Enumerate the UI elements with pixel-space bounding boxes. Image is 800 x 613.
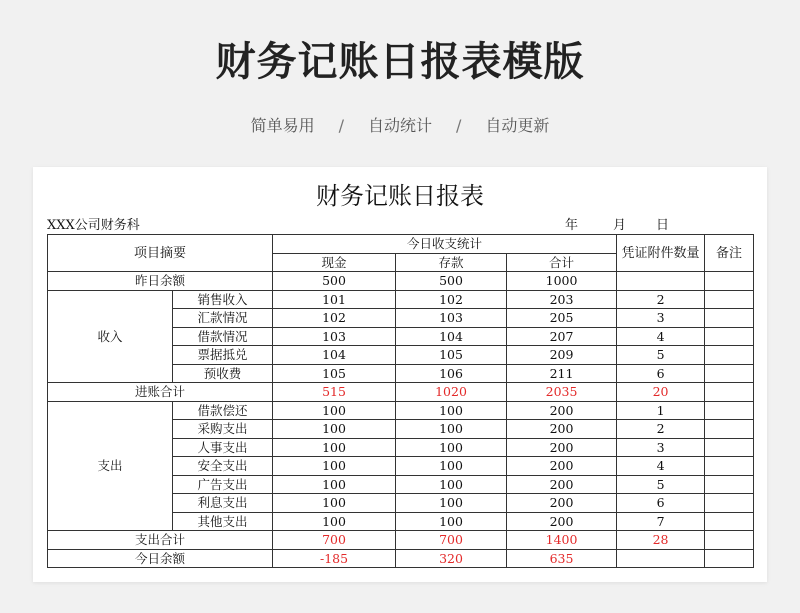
vouchers-cell: 20 [617, 383, 705, 402]
deposit-cell: 100 [396, 512, 507, 531]
deposit-cell: 100 [396, 420, 507, 439]
item-label: 利息支出 [173, 494, 273, 513]
deposit-cell: 100 [396, 457, 507, 476]
header-deposit: 存款 [396, 253, 507, 272]
deposit-cell: 100 [396, 401, 507, 420]
deposit-cell: 100 [396, 438, 507, 457]
total-cell: 1000 [507, 272, 617, 291]
month-label: 月 [613, 218, 627, 233]
cash-cell: -185 [273, 549, 396, 568]
total-cell: 200 [507, 438, 617, 457]
vouchers-cell: 2 [617, 420, 705, 439]
row-label: 今日余额 [48, 549, 273, 568]
cash-cell: 105 [273, 364, 396, 383]
total-cell: 205 [507, 309, 617, 328]
separator: / [338, 116, 344, 135]
vouchers-cell: 6 [617, 494, 705, 513]
total-cell: 207 [507, 327, 617, 346]
cash-cell: 700 [273, 531, 396, 550]
notes-cell [705, 327, 754, 346]
deposit-cell: 320 [396, 549, 507, 568]
item-label: 借款偿还 [173, 401, 273, 420]
deposit-cell: 103 [396, 309, 507, 328]
notes-cell [705, 438, 754, 457]
notes-cell [705, 309, 754, 328]
row-label: 支出合计 [48, 531, 273, 550]
notes-cell [705, 420, 754, 439]
deposit-cell: 1020 [396, 383, 507, 402]
notes-cell [705, 401, 754, 420]
item-label: 借款情况 [173, 327, 273, 346]
vouchers-cell: 2 [617, 290, 705, 309]
income-item-row [48, 290, 754, 309]
total-cell: 211 [507, 364, 617, 383]
header-row [48, 235, 754, 254]
vouchers-cell: 7 [617, 512, 705, 531]
total-cell: 209 [507, 346, 617, 365]
day-label: 日 [656, 218, 670, 233]
total-cell: 200 [507, 420, 617, 439]
cash-cell: 100 [273, 420, 396, 439]
notes-cell [705, 512, 754, 531]
notes-cell [705, 364, 754, 383]
vouchers-cell: 4 [617, 327, 705, 346]
item-label: 广告支出 [173, 475, 273, 494]
total-cell: 203 [507, 290, 617, 309]
cash-cell: 100 [273, 438, 396, 457]
vouchers-cell: 28 [617, 531, 705, 550]
cash-cell: 100 [273, 401, 396, 420]
item-label: 其他支出 [173, 512, 273, 531]
year-label: 年 [565, 218, 579, 233]
income-group-label: 收入 [48, 290, 173, 383]
page-title: 财务记账日报表模版 [215, 39, 585, 85]
header-notes: 备注 [705, 235, 754, 272]
total-cell: 200 [507, 475, 617, 494]
cash-cell: 515 [273, 383, 396, 402]
cash-cell: 100 [273, 457, 396, 476]
item-label: 采购支出 [173, 420, 273, 439]
notes-cell [705, 383, 754, 402]
separator: / [456, 116, 462, 135]
deposit-cell: 105 [396, 346, 507, 365]
vouchers-cell [617, 272, 705, 291]
notes-cell [705, 290, 754, 309]
today-balance-row [48, 549, 754, 568]
vouchers-cell [617, 549, 705, 568]
cash-cell: 100 [273, 494, 396, 513]
notes-cell [705, 346, 754, 365]
cash-cell: 100 [273, 512, 396, 531]
notes-cell [705, 494, 754, 513]
deposit-cell: 104 [396, 327, 507, 346]
item-label: 销售收入 [173, 290, 273, 309]
total-cell: 2035 [507, 383, 617, 402]
item-label: 人事支出 [173, 438, 273, 457]
item-label: 汇款情况 [173, 309, 273, 328]
vouchers-cell: 6 [617, 364, 705, 383]
vouchers-cell: 5 [617, 475, 705, 494]
row-label: 昨日余额 [48, 272, 273, 291]
deposit-cell: 500 [396, 272, 507, 291]
cash-cell: 101 [273, 290, 396, 309]
item-label: 预收费 [173, 364, 273, 383]
total-cell: 200 [507, 401, 617, 420]
feature-tagline [0, 113, 800, 136]
feature-easy: 简单易用 [250, 116, 315, 135]
cash-cell: 100 [273, 475, 396, 494]
vouchers-cell: 3 [617, 438, 705, 457]
total-cell: 200 [507, 512, 617, 531]
notes-cell [705, 531, 754, 550]
cash-cell: 102 [273, 309, 396, 328]
notes-cell [705, 272, 754, 291]
vouchers-cell: 4 [617, 457, 705, 476]
income-subtotal-row [48, 383, 754, 402]
cash-cell: 103 [273, 327, 396, 346]
total-cell: 635 [507, 549, 617, 568]
total-cell: 1400 [507, 531, 617, 550]
header-vouchers: 凭证附件数量 [617, 235, 705, 272]
vouchers-cell: 3 [617, 309, 705, 328]
row-label: 进账合计 [48, 383, 273, 402]
deposit-cell: 700 [396, 531, 507, 550]
cash-cell: 104 [273, 346, 396, 365]
vouchers-cell: 1 [617, 401, 705, 420]
item-label: 安全支出 [173, 457, 273, 476]
department-label: XXX公司财务科 [47, 218, 140, 233]
header-stats: 今日收支统计 [273, 235, 617, 254]
header-cash: 现金 [273, 253, 396, 272]
report-sheet [33, 167, 767, 582]
feature-auto-update: 自动更新 [485, 116, 550, 135]
total-cell: 200 [507, 457, 617, 476]
sheet-title: 财务记账日报表 [316, 182, 484, 210]
header-item: 项目摘要 [48, 235, 273, 272]
deposit-cell: 100 [396, 494, 507, 513]
yesterday-balance-row [48, 272, 754, 291]
expense-subtotal-row [48, 531, 754, 550]
total-cell: 200 [507, 494, 617, 513]
cash-cell: 500 [273, 272, 396, 291]
expense-item-row [48, 401, 754, 420]
item-label: 票据抵兑 [173, 346, 273, 365]
notes-cell [705, 549, 754, 568]
deposit-cell: 102 [396, 290, 507, 309]
notes-cell [705, 457, 754, 476]
deposit-cell: 100 [396, 475, 507, 494]
deposit-cell: 106 [396, 364, 507, 383]
header-total: 合计 [507, 253, 617, 272]
expense-group-label: 支出 [48, 401, 173, 531]
vouchers-cell: 5 [617, 346, 705, 365]
feature-auto-stats: 自动统计 [367, 116, 432, 135]
ledger-table [47, 234, 754, 568]
notes-cell [705, 475, 754, 494]
